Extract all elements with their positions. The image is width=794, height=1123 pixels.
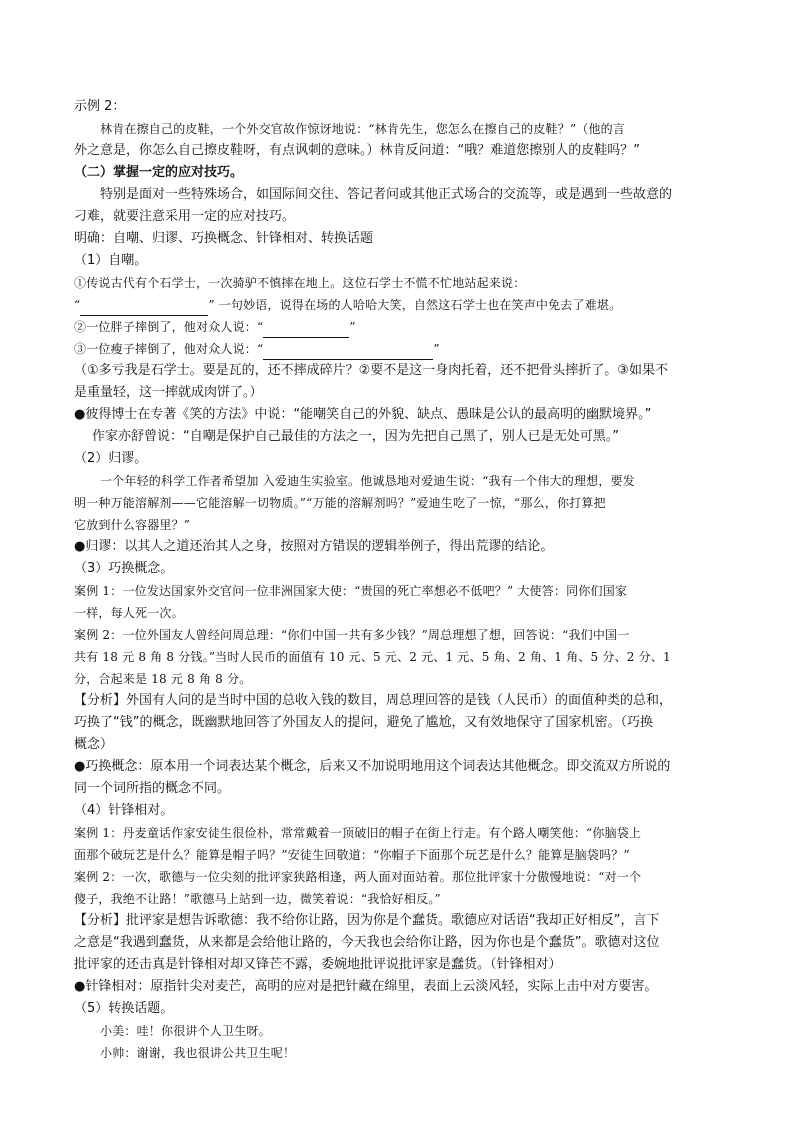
text-line: （①多亏我是石学士。要是瓦的，还不摔成碎片？②要不是这一身肉托着，还不把骨头摔折了。③如果不	[74, 363, 668, 378]
quote-open: “	[74, 298, 81, 312]
text-line: 明一种万能溶解剂——它能溶解一切物质。”“万能的溶解剂吗？”爱迪生吃了一惊，“那么，你打算把	[74, 496, 606, 510]
analysis-line: 【分析】外国有人问的是当时中国的总收入钱的数目，周总理回答的是钱（人民币）的面值种类的总和，	[74, 693, 673, 708]
text-line: 是重量轻，这一摔就成肉饼了。）	[74, 385, 263, 400]
dialogue-line: 小美：哇！你很讲个人卫生呀。	[100, 1024, 271, 1038]
text-line: 外之意是，你怎么自己擦皮鞋呀，有点讽刺的意味。）林肯反问道：“哦？难道您擦别人的皮鞋吗？”	[74, 143, 640, 158]
text-line: 案例 2：一位外国友人曾经问周总理：“你们中国一共有多少钱？”周总理想了想，回答说：“我们中国一	[74, 628, 630, 642]
answer-blank[interactable]	[263, 345, 433, 360]
text-line: ●彼得博士在专著《笑的方法》中说：“能嘲笑自己的外貌、缺点、愚昧是公认的最高明的幽默境界。”	[74, 407, 652, 422]
dialogue-line: 小帅：谢谢，我也很讲公共卫生呢！	[100, 1046, 296, 1060]
text-line: 刁难，就要注意采用一定的应对技巧。	[74, 209, 296, 224]
answer-blank[interactable]	[263, 323, 349, 338]
text-line: 面那个破玩艺是什么？能算是帽子吗？”安徒生回敬道：“你帽子下面那个玩艺是什么？能算是脑袋吗？”	[74, 848, 630, 862]
text-line: ●归谬：以其人之道还治其人之身，按照对方错误的逻辑举例子，得出荒谬的结论。	[74, 539, 554, 554]
subsection-heading: （1）自嘲。	[74, 253, 148, 268]
text-line: 案例 1：一位发达国家外交官问一位非洲国家大使：“贵国的死亡率想必不低吧？” 大使答：同你们国家	[74, 584, 628, 598]
text-line: 林肯在擦自己的皮鞋，一个外交官故作惊讶地说：“林肯先生，您怎么在擦自己的皮鞋？”（他的言	[100, 122, 626, 136]
fill-in-line	[74, 338, 698, 360]
text-line: 之意是“我遇到蠢货，从来都是会给他让路的，今天我也会给你让路，因为你也是个蠢货”。歌德对这位	[74, 935, 660, 950]
text-line: 分，合起来是 18 元 8 角 8 分。	[74, 672, 252, 686]
example-2-label: 示例 2：	[74, 99, 126, 114]
text-line: ●巧换概念：原本用一个词表达某个概念，后来又不加说明地用这个词表达其他概念。即交流双方所说的	[74, 759, 671, 774]
text-line: ①传说古代有个石学士，一次骑驴不慎摔在地上。这位石学士不慌不忙地站起来说：	[74, 276, 526, 290]
text-line: 概念）	[74, 737, 114, 752]
text-line: 明确：自嘲、归谬、巧换概念、针锋相对、转换话题	[74, 231, 374, 246]
fill-in-line	[74, 294, 698, 316]
text-line: 批评家的还击真是针锋相对却又锋芒不露，委婉地批评说批评家是蠢货。（针锋相对）	[74, 957, 562, 972]
text-line: ” 一句妙语，说得在场的人哈哈大笑，自然这石学士也在笑声中免去了难堪。	[208, 298, 622, 312]
text-line: ②一位胖子摔倒了，他对众人说：“	[74, 320, 264, 334]
text-line: 一个年轻的科学工作者希望加 入爱迪生实验室。他诚恳地对爱迪生说：“我有一个伟大的理想，要发	[100, 474, 635, 488]
text-line: 同一个词所指的概念不同。	[74, 781, 231, 796]
text-line: ③一位瘦子摔倒了，他对众人说：“	[74, 342, 264, 356]
text-line: 它放到什么容器里？”	[74, 518, 191, 532]
subsection-heading: （4）针锋相对。	[74, 803, 174, 818]
text-line: 案例 2：一次，歌德与一位尖刻的批评家狭路相逢，两人面对面站着。那位批评家十分傲慢地说：“对一个	[74, 870, 642, 884]
text-line: 傻子，我绝不让路！”歌德马上站到一边，微笑着说：“我恰好相反。”	[74, 892, 441, 906]
text-line: 共有 18 元 8 角 8 分钱。”当时人民币的面值有 10 元、5 元、2 元、1 元、5 角、2 角、1 角、5 分、2 分、1	[74, 650, 671, 664]
text-line: 巧换了“钱”的概念，既幽默地回答了外国友人的提问，避免了尴尬，又有效地保守了国家机密。（巧换	[74, 715, 653, 730]
section-heading: （二）掌握一定的应对技巧。	[74, 165, 244, 180]
text-line: 案例 1：丹麦童话作家安徒生很俭朴，常常戴着一顶破旧的帽子在街上行走。有个路人嘲笑他：“你脑袋上	[74, 826, 642, 840]
document-page	[74, 96, 698, 1064]
analysis-line: 【分析】批评家是想告诉歌德：我不给你让路，因为你是个蠢货。歌德应对话语“我却正好相反”，言下	[74, 913, 660, 928]
text-line: ●针锋相对：原指针尖对麦芒，高明的应对是把针藏在绵里，表面上云淡风轻，实际上击中对方要害。	[74, 979, 658, 994]
subsection-heading: （5）转换话题。	[74, 1001, 174, 1016]
quote-close: ”	[433, 342, 440, 356]
answer-blank[interactable]	[80, 301, 208, 316]
text-line: 作家亦舒曾说：“自嘲是保护自己最佳的方法之一，因为先把自己黑了，别人已是无处可黑。”	[92, 429, 619, 444]
quote-close: ”	[349, 320, 356, 334]
text-line: 一样，每人死一次。	[74, 606, 184, 620]
subsection-heading: （3）巧换概念。	[74, 561, 174, 576]
text-line: 特别是面对一些特殊场合，如国际间交往、答记者问或其他正式场合的交流等，或是遇到一些故意的	[100, 187, 673, 202]
subsection-heading: （2）归谬。	[74, 451, 148, 466]
fill-in-line	[74, 316, 698, 338]
